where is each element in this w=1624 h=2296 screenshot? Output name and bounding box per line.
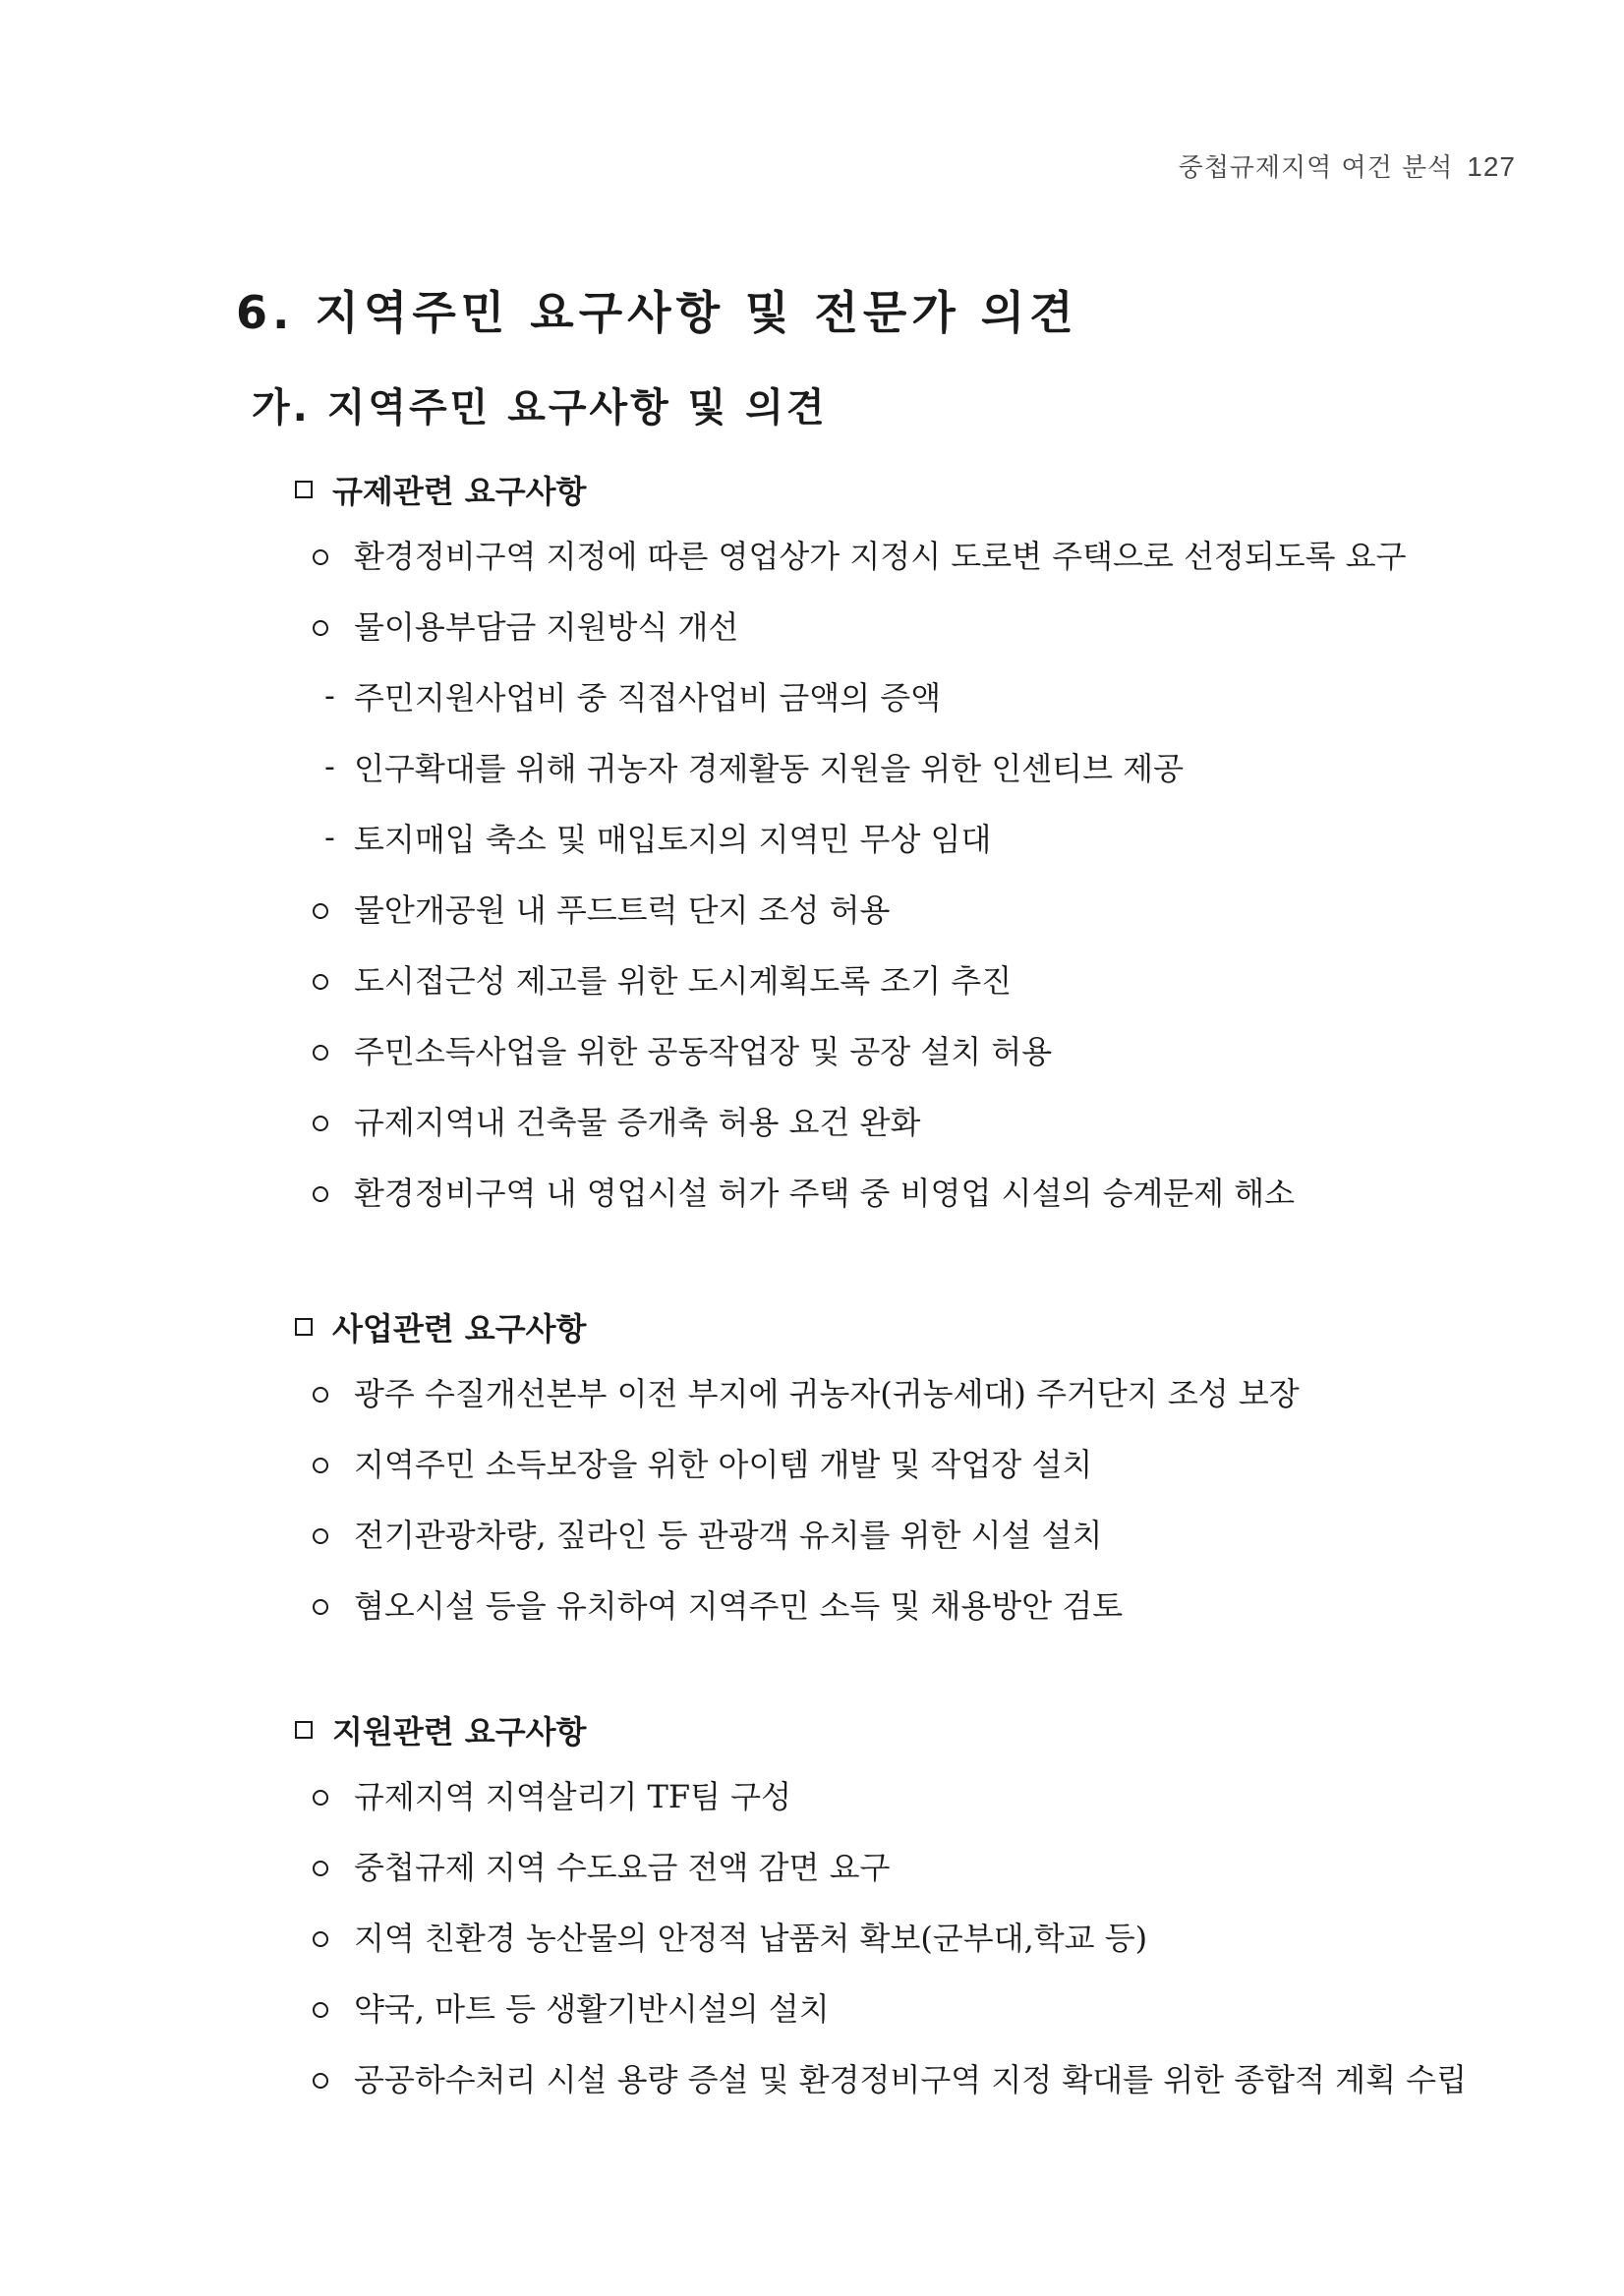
list-item	[295, 1014, 1407, 1085]
circle-bullet-icon	[295, 1776, 336, 1813]
list-item-text: 공공하수처리 시설 용량 증설 및 환경정비구역 지정 확대를 위한 종합적 계획 수립	[354, 2061, 1467, 2098]
circle-bullet-icon	[295, 2059, 336, 2096]
sub-list-item	[295, 731, 1407, 802]
circle-bullet-icon	[295, 1444, 336, 1481]
list-item-text: 광주 수질개선본부 이전 부지에 귀농자(귀농세대) 주거단지 조성 보장	[354, 1375, 1300, 1412]
list-item-text: 주민소득사업을 위한 공동작업장 및 공장 설치 허용	[354, 1033, 1053, 1070]
list-item	[295, 590, 1407, 660]
list-item-text: 혐오시설 등을 유치하여 지역주민 소득 및 채용방안 검토	[354, 1587, 1124, 1625]
group-regulation	[295, 460, 1407, 1227]
list-item-text: 도시접근성 제고를 위한 도시계획도록 조기 추진	[354, 962, 1013, 1000]
list-item-text: 환경정비구역 지정에 따른 영업상가 지정시 도로변 주택으로 선정되도록 요구	[354, 538, 1407, 575]
list-item	[295, 1972, 1467, 2042]
page-number: 127	[1467, 151, 1516, 182]
list-item-text: 토지매입 축소 및 매입토지의 지역민 무상 임대	[354, 821, 992, 858]
circle-bullet-icon	[295, 536, 336, 573]
circle-bullet-icon	[295, 1102, 336, 1139]
list-item	[295, 1498, 1300, 1569]
list-item-text: 지역 친환경 농산물의 안정적 납품처 확보(군부대,학교 등)	[354, 1920, 1148, 1957]
circle-bullet-icon	[295, 960, 336, 998]
circle-bullet-icon	[295, 1988, 336, 2026]
circle-bullet-icon	[295, 1515, 336, 1552]
group-heading	[295, 460, 1407, 519]
item-list	[295, 1356, 1300, 1639]
checkbox-square-icon	[295, 481, 313, 498]
group-heading-text: 지원관련 요구사항	[332, 1713, 587, 1751]
list-item	[295, 873, 1407, 944]
list-item-text: 규제지역 지역살리기 TF팀 구성	[354, 1778, 792, 1815]
list-item	[295, 1901, 1467, 1972]
circle-bullet-icon	[295, 606, 336, 644]
list-item	[295, 1427, 1300, 1498]
circle-bullet-icon	[295, 1373, 336, 1410]
list-item-text: 물안개공원 내 푸드트럭 단지 조성 허용	[354, 891, 891, 929]
list-item-text: 규제지역내 건축물 증개축 허용 요건 완화	[354, 1104, 921, 1141]
sub-list-item	[295, 660, 1407, 731]
item-list	[295, 1759, 1467, 2113]
circle-bullet-icon	[295, 1031, 336, 1068]
section-title: 가. 지역주민 요구사항 및 의견	[252, 385, 828, 430]
list-item-text: 인구확대를 위해 귀농자 경제활동 지원을 위한 인센티브 제공	[354, 750, 1185, 787]
checkbox-square-icon	[295, 1721, 313, 1739]
list-item-text: 지역주민 소득보장을 위한 아이템 개발 및 작업장 설치	[354, 1446, 1093, 1483]
list-item	[295, 1569, 1300, 1639]
list-item	[295, 1830, 1467, 1901]
sub-list-item	[295, 802, 1407, 873]
list-item-text: 주민지원사업비 중 직접사업비 금액의 증액	[354, 679, 942, 717]
running-title: 중첩규제지역 여건 분석	[1178, 153, 1454, 183]
list-item-text: 물이용부담금 지원방식 개선	[354, 608, 739, 646]
group-support	[295, 1700, 1467, 2113]
group-heading	[295, 1297, 1300, 1356]
list-item-text: 약국, 마트 등 생활기반시설의 설치	[354, 1990, 830, 2028]
circle-bullet-icon	[295, 1585, 336, 1623]
group-heading-text: 사업관련 요구사항	[332, 1310, 587, 1348]
dash-marker-icon: -	[324, 820, 335, 855]
circle-bullet-icon	[295, 1173, 336, 1210]
group-heading-text: 규제관련 요구사항	[332, 473, 587, 510]
dash-marker-icon: -	[324, 749, 335, 784]
circle-bullet-icon	[295, 1918, 336, 1955]
list-item	[295, 1156, 1407, 1227]
list-item	[295, 1085, 1407, 1156]
item-list	[295, 519, 1407, 1227]
dash-marker-icon: -	[324, 678, 335, 714]
list-item-text: 환경정비구역 내 영업시설 허가 주택 중 비영업 시설의 승계문제 해소	[354, 1175, 1296, 1212]
circle-bullet-icon	[295, 890, 336, 927]
list-item-text: 중첩규제 지역 수도요금 전액 감면 요구	[354, 1849, 891, 1886]
list-item	[295, 944, 1407, 1014]
chapter-title: 6. 지역주민 요구사항 및 전문가 의견	[236, 286, 1078, 339]
list-item-text: 전기관광차량, 짚라인 등 관광객 유치를 위한 시설 설치	[354, 1517, 1103, 1554]
list-item	[295, 1356, 1300, 1427]
list-item	[295, 519, 1407, 590]
circle-bullet-icon	[295, 1847, 336, 1884]
checkbox-square-icon	[295, 1318, 313, 1336]
list-item	[295, 2042, 1467, 2113]
list-item	[295, 1759, 1467, 1830]
group-heading	[295, 1700, 1467, 1759]
group-project	[295, 1297, 1300, 1639]
running-header	[1179, 147, 1516, 184]
